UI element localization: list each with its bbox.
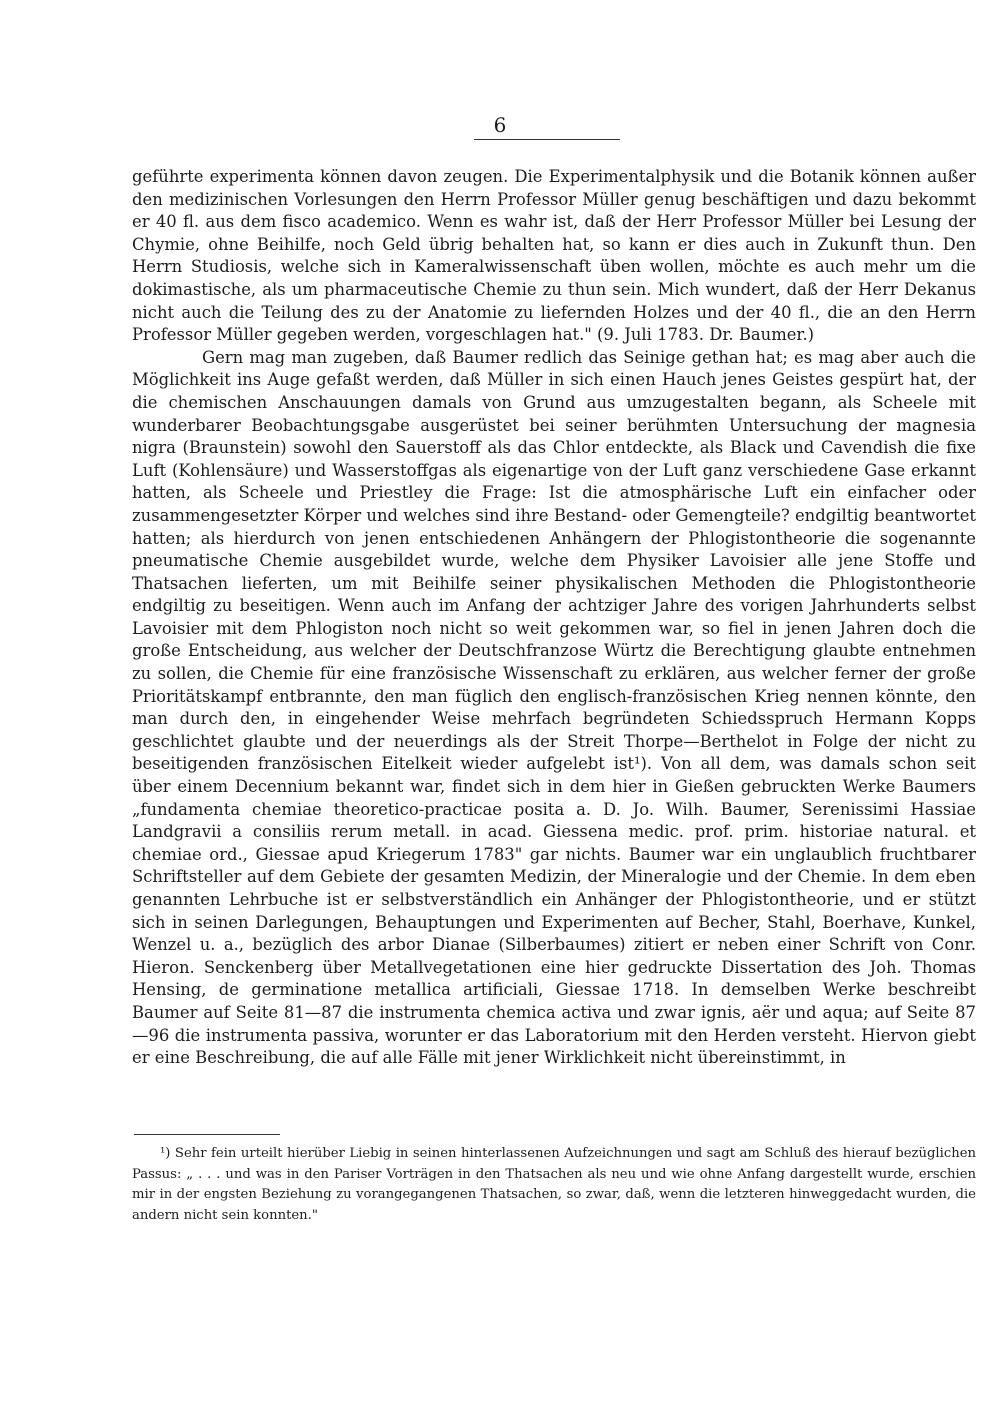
footnote [132,1144,976,1226]
footnote-rule [134,1134,280,1135]
paragraph-1: geführte experimenta können davon zeugen. Die Experimentalphysik und die Botanik können außer den medizinischen Vorlesungen den Herrn Professor Müller genug beschäftigen und dazu bekommt er 40 fl. aus dem fisco academico. Wenn es wahr ist, daß der Herr Professor Müller bei Lesung der Chymie, ohne Beihilfe, noch Geld übrig behalten hat, so kann er dies auch in Zukunft thun. Den Herrn Studiosis, welche sich in Kameralwissenschaft üben wollen, möchte es auch mehr um die dokimastische, als um pharmaceutische Chemie zu thun sein. Mich wundert, daß der Herr Dekanus nicht auch die Teilung des zu der Anatomie zu liefernden Holzes und der 40 fl., die an den Herrn Professor Müller gegeben werden, vorgeschlagen hat." (9. Juli 1783. Dr. Baumer.) [132,167,976,345]
paragraph-2: Gern mag man zugeben, daß Baumer redlich das Seinige gethan hat; es mag aber auch die Möglichkeit ins Auge gefaßt werden, daß Müller in sich einen Hauch jenes Geistes gespürt hat, der die chemischen Anschauungen damals von Grund aus umzugestalten begann, als Scheele mit wunderbarer Beobachtungsgabe ausgerüstet bei seiner berühmten Untersuchung der magnesia nigra (Braunstein) sowohl den Sauerstoff als das Chlor entdeckte, als Black und Cavendish die fixe Luft (Kohlensäure) und Wasserstoffgas als eigenartige von der Luft ganz verschiedene Gase erkannt hatten, als Scheele und Priestley die Frage: Ist die atmosphärische Luft ein einfacher oder zusammengesetzter Körper und welches sind ihre Bestand- oder Gemengteile? endgiltig beantwortet hatten; als hierdurch von jenen entschiedenen Anhängern der Phlogistontheorie die sogenannte pneumatische Chemie ausgebildet wurde, welche dem Physiker Lavoisier alle jene Stoffe und Thatsachen lieferten, um mit Beihilfe seiner physikalischen Methoden die Phlogistontheorie endgiltig zu beseitigen. Wenn auch im Anfang der achtziger Jahre des vorigen Jahrhunderts selbst Lavoisier mit dem Phlogiston noch nicht so weit gekommen war, so fiel in jenen Jahren doch die große Entscheidung, aus welcher der Deutschfranzose Würtz die Berechtigung glaubte entnehmen zu sollen, die Chemie für eine französische Wissenschaft zu erklären, aus welcher ferner der große Prioritätskampf entbrannte, den man füglich den englisch-französischen Krieg nennen könnte, den man durch den, in eingehender Weise mehrfach begründeten Schiedsspruch Hermann Kopps geschlichtet glaubte und der neuerdings als der Streit Thorpe—Berthelot in Folge der nicht zu beseitigenden französischen Eitelkeit wieder aufgelebt ist¹). Von all dem, was damals schon seit über einem Decennium bekannt war, findet sich in dem hier in Gießen gebruckten Werke Baumers „fundamenta chemiae theoretico-practicae posita a. D. Jo. Wilh. Baumer, Serenissimi Hassiae Landgravii a consiliis rerum metall. in acad. Giessena medic. prof. prim. historiae natural. et chemiae ord., Giessae apud Kriegerum 1783" gar nichts. Baumer war ein unglaublich fruchtbarer Schriftsteller auf dem Gebiete der gesamten Medizin, der Mineralogie und der Chemie. In dem eben genannten Lehrbuche ist er selbstverständlich ein Anhänger der Phlogistontheorie, und er stützt sich in seinen Darlegungen, Behauptungen und Experimenten auf Becher, Stahl, Boerhave, Kunkel, Wenzel u. a., bezüglich des arbor Dianae (Silberbaumes) zitiert er neben einer Schrift von Conr. Hieron. Senckenberg über Metallvegetationen eine hier gedruckte Dissertation des Joh. Thomas Hensing, de germinatione metallica artificiali, Giessae 1718. In demselben Werke beschreibt Baumer auf Seite 81—87 die instrumenta chemica activa und zwar ignis, aër und aqua; auf Seite 87—96 die instrumenta passiva, worunter er das Laboratorium mit den Herden versteht. Hiervon giebt er eine Beschreibung, die auf alle Fälle mit jener Wirklichkeit nicht übereinstimmt, in [132,347,976,1068]
body-text [132,166,976,1070]
header-rule [474,139,620,140]
page-number: 6 [493,113,507,137]
footnote-text: ¹) Sehr fein urteilt hierüber Liebig in seinen hinterlassenen Aufzeichnungen und sagt am Schluß des hierauf bezüglichen Passus: „ . . . und was in den Pariser Vorträgen in den Thatsachen als neu und wie ohne Anfang dargestellt wurde, erschien mir in der engsten Beziehung zu vorangegangenen Thatsachen, so zwar, daß, wenn die letzteren hinweggedacht wurden, die andern nicht sein konnten." [132,1146,976,1223]
